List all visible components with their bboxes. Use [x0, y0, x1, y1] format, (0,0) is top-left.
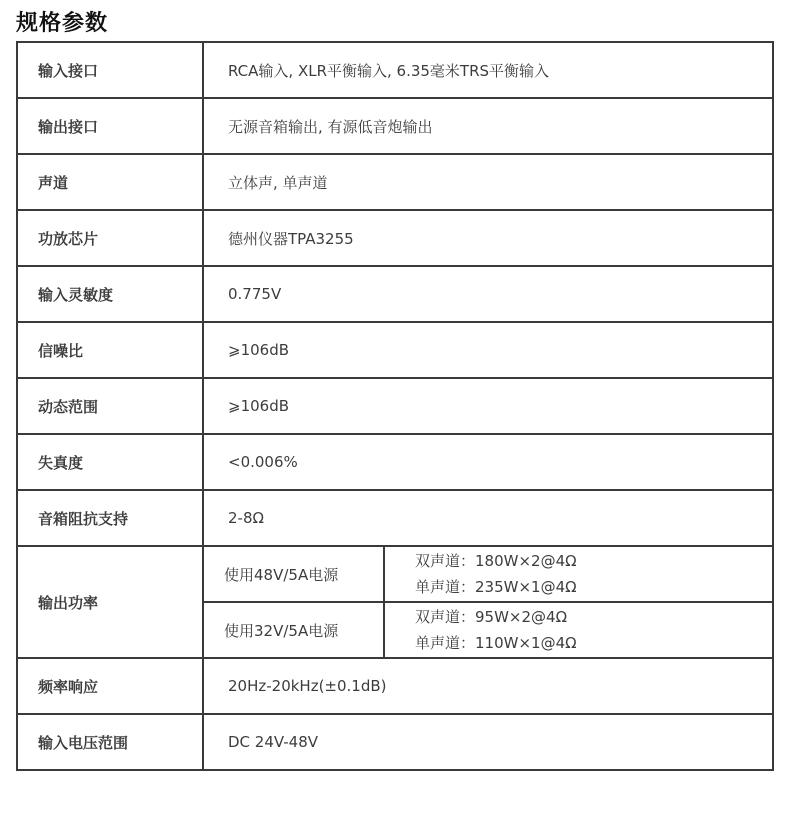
table-row [17, 266, 773, 322]
spec-label: 输出接口 [17, 98, 203, 154]
spec-value: <0.006% [203, 434, 773, 490]
spec-label: 输入接口 [17, 42, 203, 98]
spec-label: 输出功率 [17, 546, 203, 658]
spec-label: 功放芯片 [17, 210, 203, 266]
spec-table [16, 41, 774, 771]
table-row [17, 714, 773, 770]
spec-label: 音箱阻抗支持 [17, 490, 203, 546]
table-row [17, 322, 773, 378]
spec-label: 动态范围 [17, 378, 203, 434]
spec-label: 信噪比 [17, 322, 203, 378]
spec-value: 20Hz-20kHz(±0.1dB) [203, 658, 773, 714]
power-line-mono: 单声道：110W×1@4Ω [415, 634, 577, 652]
spec-label: 失真度 [17, 434, 203, 490]
table-row [17, 42, 773, 98]
table-row [17, 154, 773, 210]
spec-value: DC 24V-48V [203, 714, 773, 770]
spec-value: ⩾106dB [203, 378, 773, 434]
power-supply: 使用48V/5A电源 [203, 546, 384, 602]
spec-label: 输入灵敏度 [17, 266, 203, 322]
power-line-stereo: 双声道：95W×2@4Ω [415, 608, 568, 626]
table-row [17, 378, 773, 434]
power-line-stereo: 双声道：180W×2@4Ω [415, 552, 577, 570]
spec-value: 2-8Ω [203, 490, 773, 546]
spec-label: 输入电压范围 [17, 714, 203, 770]
power-detail [384, 602, 773, 658]
spec-label: 频率响应 [17, 658, 203, 714]
spec-label: 声道 [17, 154, 203, 210]
spec-value: 0.775V [203, 266, 773, 322]
table-row [17, 434, 773, 490]
power-supply: 使用32V/5A电源 [203, 602, 384, 658]
spec-value: 无源音箱输出, 有源低音炮输出 [203, 98, 773, 154]
spec-value: ⩾106dB [203, 322, 773, 378]
table-row [17, 658, 773, 714]
power-line-mono: 单声道：235W×1@4Ω [415, 578, 577, 596]
table-row [17, 210, 773, 266]
table-row [17, 546, 773, 602]
power-detail [384, 546, 773, 602]
spec-value: 立体声, 单声道 [203, 154, 773, 210]
table-row [17, 98, 773, 154]
spec-value: 德州仪器TPA3255 [203, 210, 773, 266]
table-row [17, 490, 773, 546]
spec-value: RCA输入, XLR平衡输入, 6.35毫米TRS平衡输入 [203, 42, 773, 98]
page-title: 规格参数 [16, 11, 109, 36]
